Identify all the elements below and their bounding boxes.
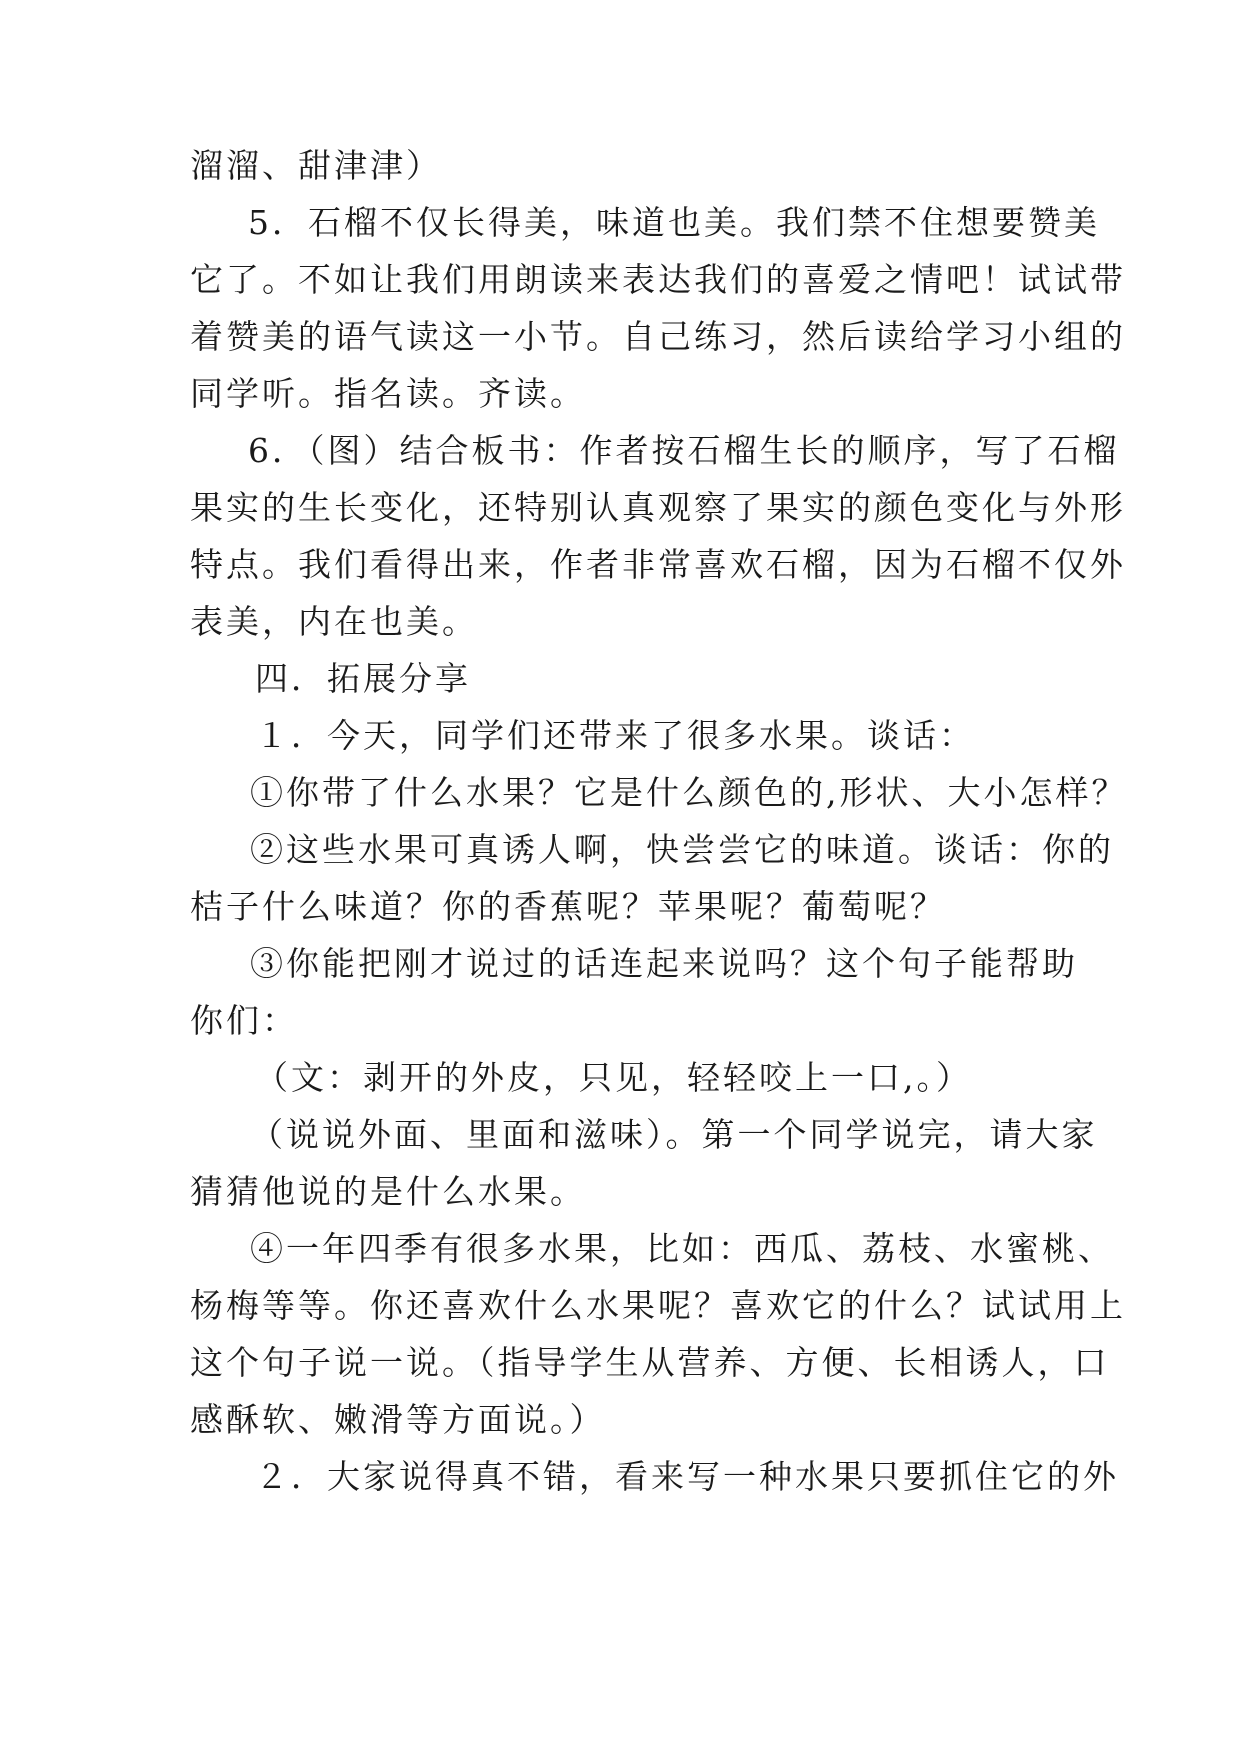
text-line: 特点。我们看得出来，作者非常喜欢石榴，因为石榴不仅外 [190,545,1126,584]
text-line: ④一年四季有很多水果，比如：西瓜、荔枝、水蜜桃、 [250,1229,1114,1268]
text-line: 感酥软、嫩滑等方面说。） [190,1400,606,1439]
text-line: 桔子什么味道？你的香蕉呢？苹果呢？葡萄呢？ [190,887,946,926]
section-heading: 四．拓展分享 [255,659,471,698]
text-line: （说说外面、里面和滋味）。第一个同学说完，请大家 [250,1115,1098,1154]
text-line: ②这些水果可真诱人啊，快尝尝它的味道。谈话：你的 [250,830,1114,869]
text-line: ２．大家说得真不错，看来写一种水果只要抓住它的外 [255,1457,1119,1496]
text-line: 6．（图）结合板书：作者按石榴生长的顺序，写了石榴 [248,431,1120,470]
text-line: （文：剥开的外皮，只见，轻轻咬上一口,。） [255,1058,972,1097]
text-line: 你们： [190,1001,298,1040]
text-line: ①你带了什么水果？它是什么颜色的,形状、大小怎样？ [250,773,1128,812]
text-line: 它了。不如让我们用朗读来表达我们的喜爱之情吧！试试带 [190,260,1126,299]
text-line: 这个句子说一说。（指导学生从营养、方便、长相诱人，口 [190,1343,1110,1382]
text-line: 5．石榴不仅长得美，味道也美。我们禁不住想要赞美 [248,203,1100,242]
text-line: 杨梅等等。你还喜欢什么水果呢？喜欢它的什么？试试用上 [190,1286,1126,1325]
text-line: 表美，内在也美。 [190,602,478,641]
text-line: ③你能把刚才说过的话连起来说吗？这个句子能帮助 [250,944,1078,983]
text-line: 同学听。指名读。齐读。 [190,374,586,413]
text-line: 果实的生长变化，还特别认真观察了果实的颜色变化与外形 [190,488,1126,527]
text-line: 溜溜、甜津津） [190,146,442,185]
text-line: １．今天，同学们还带来了很多水果。谈话： [255,716,975,755]
text-line: 着赞美的语气读这一小节。自己练习，然后读给学习小组的 [190,317,1126,356]
text-line: 猜猜他说的是什么水果。 [190,1172,586,1211]
